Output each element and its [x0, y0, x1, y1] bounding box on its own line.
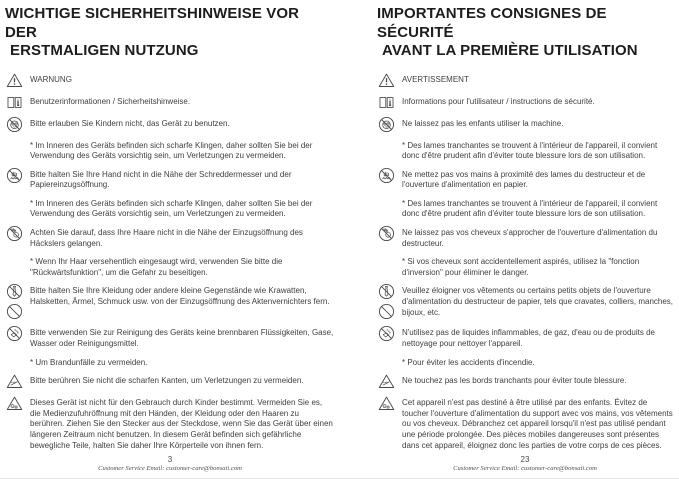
no-hands-near-blades-icon	[378, 167, 395, 184]
customer-service-line	[5, 465, 335, 472]
safety-item	[377, 395, 673, 451]
prohibition-icon	[378, 303, 395, 320]
page-title-french	[377, 5, 673, 61]
safety-item-text: Ne touchez pas les bords tranchants pour éviter toute blessure.	[402, 376, 627, 386]
safety-item-text: * Des lames tranchantes se trouvent à l'intérieur de l'appareil, il convient donc d'être prudent afin d'éviter toute blessure lors de son utilisation.	[402, 198, 658, 219]
safety-item-text: AVERTISSEMENT	[402, 74, 469, 84]
safety-item-text: Bitte halten Sie Ihre Hand nicht in die Nähe der Schreddermesser und der Papiereinzugsöffnung.	[30, 169, 292, 190]
safety-item	[377, 167, 673, 191]
safety-item	[5, 325, 335, 349]
title-line-1: WICHTIGE SICHERHEITSHINWEISE VOR DER	[5, 5, 300, 41]
safety-item	[5, 355, 335, 369]
safety-item	[5, 167, 335, 191]
safety-item	[5, 94, 335, 111]
safety-item-text: N'utilisez pas de liquides inflammables, de gaz, d'eau ou de produits de nettoyage pour nettoyer l'appareil.	[402, 328, 655, 349]
page-number: 23	[520, 455, 530, 464]
safety-item-text: WARNUNG	[30, 74, 72, 84]
item-icon-holder	[377, 373, 396, 390]
item-icon-holder	[377, 225, 396, 242]
safety-item-text: Ne laissez pas vos cheveux s'approcher de l'ouverture d'alimentation du destructeur.	[402, 228, 658, 248]
safety-item-text: Bitte berühren Sie nicht die scharfen Kanten, um Verletzungen zu vermeiden.	[30, 376, 304, 386]
safety-item	[5, 116, 335, 133]
safety-item-text: Ne laissez pas les enfants utiliser la machine.	[402, 118, 564, 128]
safety-item-text: * Im Inneren des Geräts befinden sich scharfe Klingen, daher sollten Sie bei der Verwendung des Geräts vorsichtig sein, um Verletzungen zu vermeiden.	[30, 140, 313, 161]
moving-parts-warning-icon	[6, 395, 23, 412]
no-children-icon	[6, 116, 23, 133]
safety-item	[5, 283, 335, 320]
item-icon-holder	[377, 283, 396, 320]
item-icon-holder	[377, 395, 396, 412]
no-flammable-liquids-icon	[6, 325, 23, 342]
user-information-icon	[378, 94, 395, 111]
item-icon-holder	[5, 325, 24, 342]
customer-service-label: Customer Service Email:	[453, 465, 520, 472]
sharp-edges-warning-icon	[378, 373, 395, 390]
safety-item	[377, 325, 673, 349]
page-title-german	[5, 5, 335, 61]
page-footer-german	[5, 455, 335, 474]
sharp-edges-warning-icon	[6, 373, 23, 390]
item-icon-holder	[377, 116, 396, 133]
safety-item-text: * Um Brandunfälle zu vermeiden.	[30, 357, 148, 367]
item-icon-holder	[5, 167, 24, 184]
safety-item-text: * Des lames tranchantes se trouvent à l'intérieur de l'appareil, il convient donc d'être prudent afin d'éviter toute blessure lors de son utilisation.	[402, 140, 658, 161]
safety-item	[5, 196, 335, 220]
item-icon-holder	[5, 116, 24, 133]
item-icon-holder	[377, 94, 396, 111]
prohibition-icon	[6, 303, 23, 320]
safety-item	[377, 72, 673, 89]
safety-item-text: Bitte halten Sie Ihre Kleidung oder andere kleine Gegenstände wie Krawatten, Halsketten, Ärmel, Schmuck usw. von der Einzugsöffnung des Aktenvernichters fern.	[30, 286, 330, 307]
safety-item-text: Bitte verwenden Sie zur Reinigung des Geräts keine brennbaren Flüssigkeiten, Gase, Wasser oder Reinigungsmittel.	[30, 328, 334, 349]
customer-service-email: customer-care@bonsaii.com	[521, 465, 597, 472]
no-flammable-liquids-icon	[378, 325, 395, 342]
safety-item	[5, 138, 335, 162]
no-children-icon	[378, 116, 395, 133]
safety-item	[377, 283, 673, 320]
safety-item-text: Bitte erlauben Sie Kindern nicht, das Gerät zu benutzen.	[30, 118, 230, 128]
moving-parts-warning-icon	[378, 395, 395, 412]
safety-item	[5, 395, 335, 451]
item-icon-holder	[5, 94, 24, 111]
item-icon-holder	[5, 283, 24, 320]
safety-item-text: Ne mettez pas vos mains à proximité des lames du destructeur et de l'ouverture d'alimentation en papier.	[402, 169, 646, 190]
safety-items-french	[377, 72, 673, 452]
safety-item-text: Dieses Gerät ist nicht für den Gebrauch durch Kinder bestimmt. Vermeiden Sie es, die Medienzufuhröffnung mit den Händen, der Kleidung oder den Haaren zu berühren. Ziehen Sie den Stecker aus der Steckdose, wenn Sie das Gerät über einen längeren Zeitraum nicht benutzen. In diesem Gerät befinden sich gefährliche bewegliche Teile, halten Sie daher Ihre Körperteile von ihnen fern.	[30, 398, 333, 450]
item-icon-holder	[377, 167, 396, 184]
no-clothing-ties-icon	[378, 283, 395, 300]
safety-item	[377, 94, 673, 111]
safety-item	[377, 355, 673, 369]
no-hair-near-opening-icon	[6, 225, 23, 242]
item-icon-holder	[377, 325, 396, 342]
customer-service-line	[377, 465, 673, 472]
title-line-1: IMPORTANTES CONSIGNES DE SÉCURITÉ	[377, 5, 607, 41]
no-hands-near-blades-icon	[6, 167, 23, 184]
safety-item-text: Cet appareil n'est pas destiné à être utilisé par des enfants. Évitez de toucher l'ouverture d'alimentation du support avec vos mains, vos vêtements ou vos cheveux. Débranchez cet appareil lorsqu'il n'est pas utilisé pendant une période prolongée. Des pièces mobiles dangereuses sont présentes dans cet appareil, éloignez donc les parties de votre corps de ces pièces.	[402, 398, 673, 450]
safety-item-text: Achten Sie darauf, dass Ihre Haare nicht in die Nähe der Einzugsöffnung des Häckslers gelangen.	[30, 228, 303, 248]
safety-item	[377, 225, 673, 249]
item-icon-holder	[5, 225, 24, 242]
safety-item	[377, 254, 673, 278]
safety-item	[377, 116, 673, 133]
page-number: 3	[167, 455, 173, 464]
warning-triangle-icon	[6, 72, 23, 89]
safety-item-text: Veuillez éloigner vos vêtements ou certains petits objets de l'ouverture d'alimentation du destructeur de papier, tels que cravates, colliers, manches, bijoux, etc.	[402, 286, 674, 317]
safety-item-text: * Im Inneren des Geräts befinden sich scharfe Klingen, daher sollten Sie bei der Verwendung des Geräts vorsichtig sein, um Verletzungen zu vermeiden.	[30, 198, 313, 219]
french-column	[347, 0, 679, 478]
title-line-2: ERSTMALIGEN NUTZUNG	[10, 42, 199, 59]
customer-service-label: Customer Service Email:	[98, 465, 165, 472]
safety-item	[377, 196, 673, 220]
item-icon-holder	[377, 72, 396, 89]
safety-item-text: * Si vos cheveux sont accidentellement aspirés, utilisez la "fonction d'inversion" pour éliminer le danger.	[402, 257, 640, 277]
item-icon-holder	[5, 395, 24, 412]
safety-item	[5, 225, 335, 249]
customer-service-email: customer-care@bonsaii.com	[166, 465, 242, 472]
no-hair-near-opening-icon	[378, 225, 395, 242]
safety-item-text: * Wenn Ihr Haar versehentlich eingesaugt wird, verwenden Sie bitte die "Rückwärtsfunktion", um die Gefahr zu beseitigen.	[30, 257, 283, 277]
item-icon-holder	[5, 72, 24, 89]
safety-item-text: Benutzerinformationen / Sicherheitshinweise.	[30, 96, 191, 106]
title-line-2: AVANT LA PREMIÈRE UTILISATION	[382, 42, 638, 59]
page-footer-french	[377, 455, 673, 474]
safety-item-text: * Pour éviter les accidents d'incendie.	[402, 357, 535, 367]
safety-item-text: Informations pour l'utilisateur / instructions de sécurité.	[402, 96, 595, 106]
safety-items-german	[5, 72, 335, 452]
safety-item	[5, 72, 335, 89]
safety-item	[377, 138, 673, 162]
user-information-icon	[6, 94, 23, 111]
no-clothing-ties-icon	[6, 283, 23, 300]
safety-item	[377, 373, 673, 390]
warning-triangle-icon	[378, 72, 395, 89]
safety-item	[5, 373, 335, 390]
item-icon-holder	[5, 373, 24, 390]
safety-item	[5, 254, 335, 278]
